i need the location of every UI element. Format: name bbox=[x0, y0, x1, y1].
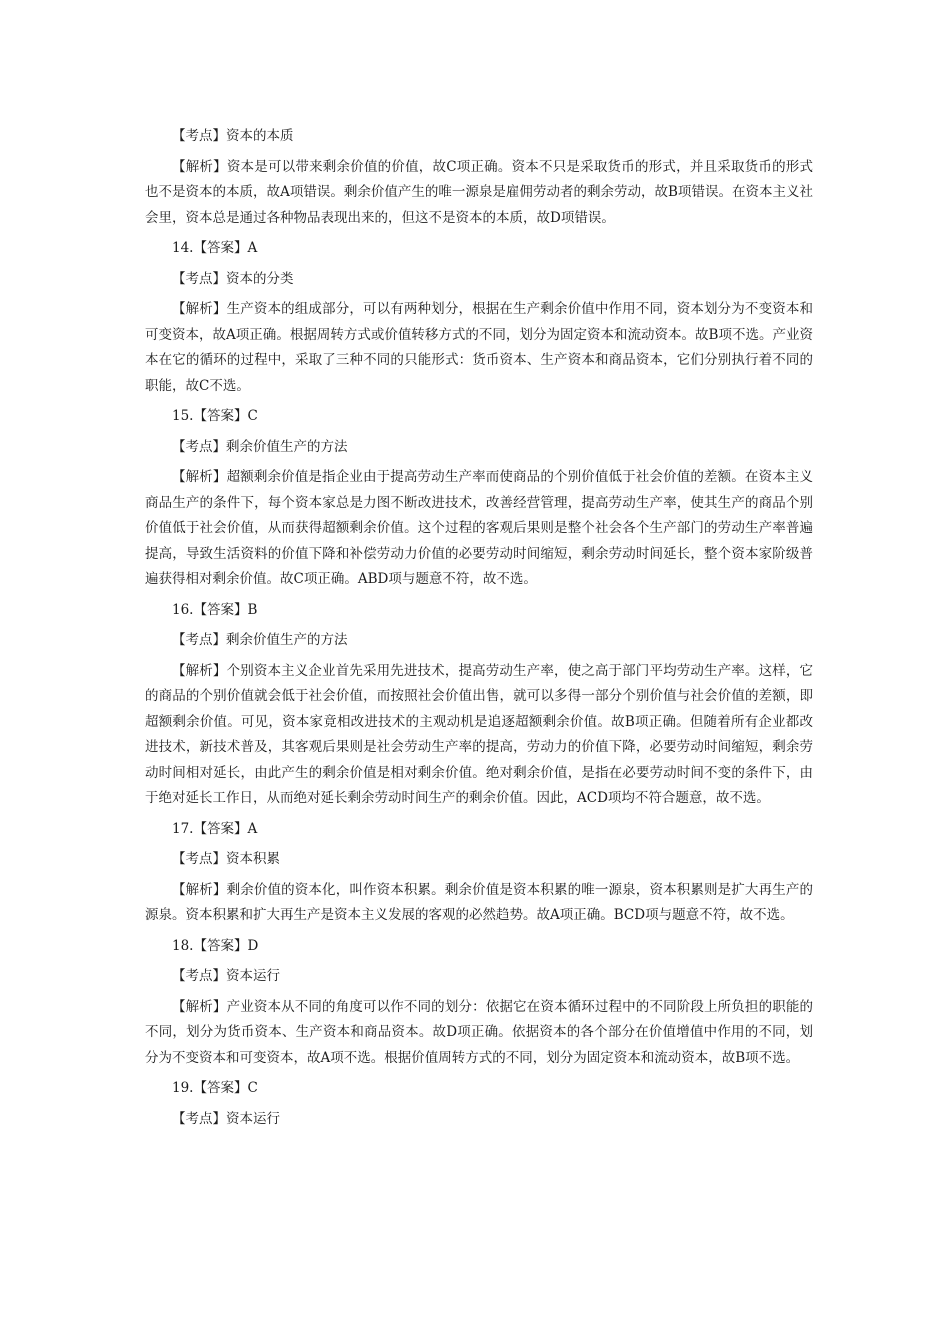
answer-line: 15.【答案】C bbox=[172, 408, 258, 424]
kaodian-line: 【考点】剩余价值生产的方法 bbox=[172, 632, 348, 648]
answer-line: 17.【答案】A bbox=[172, 820, 258, 837]
kaodian-line: 【考点】资本运行 bbox=[172, 1110, 280, 1127]
answer-line: 16.【答案】B bbox=[172, 601, 258, 618]
kaodian-line: 【考点】资本的本质 bbox=[172, 128, 294, 144]
kaodian-line: 【考点】资本积累 bbox=[172, 851, 280, 867]
answer-line: 19.【答案】C bbox=[172, 1080, 258, 1096]
kaodian-line: 【考点】资本运行 bbox=[172, 968, 280, 984]
answer-explanations bbox=[145, 124, 813, 1137]
jiexi-paragraph: 【解析】产业资本从不同的角度可以作不同的划分：依据它在资本循环过程中的不同阶段上所负担的职能的不同，划分为货币资本、生产资本和商品资本。故D项正确。依据资本的各个部分在价值增值中作用的不同，划分为不变资本和可变资本，故A项不选。根据价值周转方式的不同，划分为固定资本和流动资本，故B项不选。 bbox=[145, 998, 813, 1066]
jiexi-paragraph: 【解析】超额剩余价值是指企业由于提高劳动生产率而使商品的个别价值低于社会价值的差额。在资本主义商品生产的条件下，每个资本家总是力图不断改进技术，改善经营管理，提高劳动生产率，使其生产的商品个别价值低于社会价值，从而获得超额剩余价值。这个过程的客观后果则是整个社会各个生产部门的劳动生产率普遍提高，导致生活资料的价值下降和补偿劳动力价值的必要劳动时间缩短，剩余劳动时间延长，整个资本家阶级普遍获得相对剩余价值。故C项正确。ABD项与题意不符，故不选。 bbox=[145, 469, 813, 587]
kaodian-line: 【考点】剩余价值生产的方法 bbox=[172, 438, 348, 455]
jiexi-paragraph: 【解析】生产资本的组成部分，可以有两种划分，根据在生产剩余价值中作用不同，资本划分为不变资本和可变资本，故A项正确。根据周转方式或价值转移方式的不同，划分为固定资本和流动资本。故B项不选。产业资本在它的循环的过程中，采取了三种不同的只能形式：货币资本、生产资本和商品资本，它们分别执行着不同的职能，故C不选。 bbox=[145, 301, 813, 394]
answer-line: 18.【答案】D bbox=[172, 937, 259, 954]
kaodian-line: 【考点】资本的分类 bbox=[172, 270, 294, 287]
jiexi-paragraph: 【解析】剩余价值的资本化，叫作资本积累。剩余价值是资本积累的唯一源泉，资本积累则是扩大再生产的源泉。资本积累和扩大再生产是资本主义发展的客观的必然趋势。故A项正确。BCD项与题意不符，故不选。 bbox=[145, 881, 813, 923]
answer-line: 14.【答案】A bbox=[172, 240, 258, 256]
jiexi-paragraph: 【解析】个别资本主义企业首先采用先进技术，提高劳动生产率，使之高于部门平均劳动生产率。这样，它的商品的个别价值就会低于社会价值，而按照社会价值出售，就可以多得一部分个别价值与社会价值的差额，即超额剩余价值。可见，资本家竟相改进技术的主观动机是追逐超额剩余价值。故B项正确。但随着所有企业都改进技术，新技术普及，其客观后果则是社会劳动生产率的提高，劳动力的价值下降，必要劳动时间缩短，剩余劳动时间相对延长，由此产生的剩余价值是相对剩余价值。绝对剩余价值，是指在必要劳动时间不变的条件下，由于绝对延长工作日，从而绝对延长剩余劳动时间生产的剩余价值。因此，ACD项均不符合题意，故不选。 bbox=[145, 662, 813, 806]
jiexi-paragraph: 【解析】资本是可以带来剩余价值的价值，故C项正确。资本不只是采取货币的形式，并且采取货币的形式也不是资本的本质，故A项错误。剩余价值产生的唯一源泉是雇佣劳动者的剩余劳动，故B项错误。在资本主义社会里，资本总是通过各种物品表现出来的，但这不是资本的本质，故D项错误。 bbox=[145, 158, 813, 226]
